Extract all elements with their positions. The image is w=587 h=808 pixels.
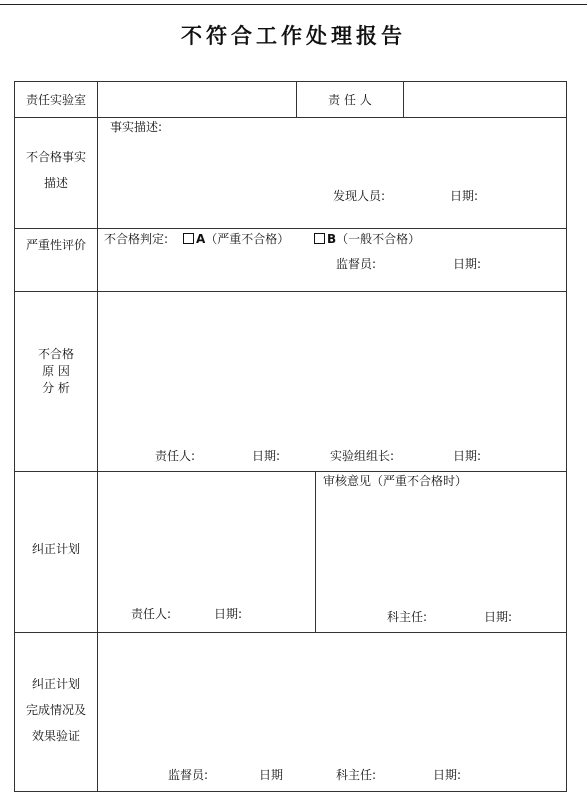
judgement-label: 不合格判定: [104, 232, 169, 246]
analysis-responsible-label: 责任人: [155, 449, 196, 463]
cause-analysis-label-line1: 不合格 [37, 347, 74, 361]
director-label: 科主任: [387, 610, 428, 624]
checkbox-b[interactable] [314, 233, 325, 244]
corrective-plan-label: 纠正计划 [31, 542, 80, 556]
responsible-lab-label: 责任实验室 [25, 93, 86, 107]
checkbox-a[interactable] [183, 233, 194, 244]
completion-label-line3: 效果验证 [31, 729, 80, 743]
responsible-lab-field[interactable] [100, 86, 294, 114]
review-opinion-label: 审核意见（严重不合格时） [323, 474, 468, 488]
supervisor-label: 监督员: [336, 257, 377, 271]
supervisor-date-label: 日期: [453, 257, 482, 271]
fact-description-label: 事实描述: [110, 120, 163, 134]
option-b[interactable] [314, 232, 420, 246]
cell-divider [403, 81, 404, 118]
completion-supervisor-label: 监督员: [168, 768, 209, 782]
cause-analysis-label-line3: 分 析 [42, 381, 70, 395]
option-a-text: （严重不合格） [205, 232, 290, 246]
option-b-code: B [327, 232, 337, 246]
director-date-label: 日期: [484, 610, 513, 624]
finder-label: 发现人员: [333, 189, 386, 203]
page-title: 不符合工作处理报告 [181, 23, 406, 48]
nonconformity-fact-label-line2: 描述 [43, 176, 68, 190]
severity-evaluation-label: 严重性评价 [25, 238, 86, 252]
table-border-right [566, 81, 567, 792]
completion-date-label: 日期 [259, 768, 284, 782]
cell-divider [315, 471, 316, 633]
option-b-text: （一般不合格） [336, 232, 421, 246]
plan-date-label: 日期: [214, 607, 243, 621]
cause-analysis-label-line2: 原 因 [42, 364, 70, 378]
responsible-person-label: 责 任 人 [328, 93, 372, 107]
plan-responsible-label: 责任人: [131, 607, 172, 621]
nonconformity-fact-label-line1: 不合格事实 [25, 150, 86, 164]
option-a-code: A [196, 232, 206, 246]
option-a[interactable] [183, 232, 289, 246]
responsible-person-field[interactable] [406, 86, 564, 114]
completion-director-date-label: 日期: [433, 768, 462, 782]
completion-director-label: 科主任: [336, 768, 377, 782]
group-leader-date-label: 日期: [453, 449, 482, 463]
completion-label-line2: 完成情况及 [25, 703, 86, 717]
finder-date-label: 日期: [450, 189, 479, 203]
completion-label-line1: 纠正计划 [31, 677, 80, 691]
analysis-date-label: 日期: [252, 449, 281, 463]
group-leader-label: 实验组组长: [330, 449, 395, 463]
